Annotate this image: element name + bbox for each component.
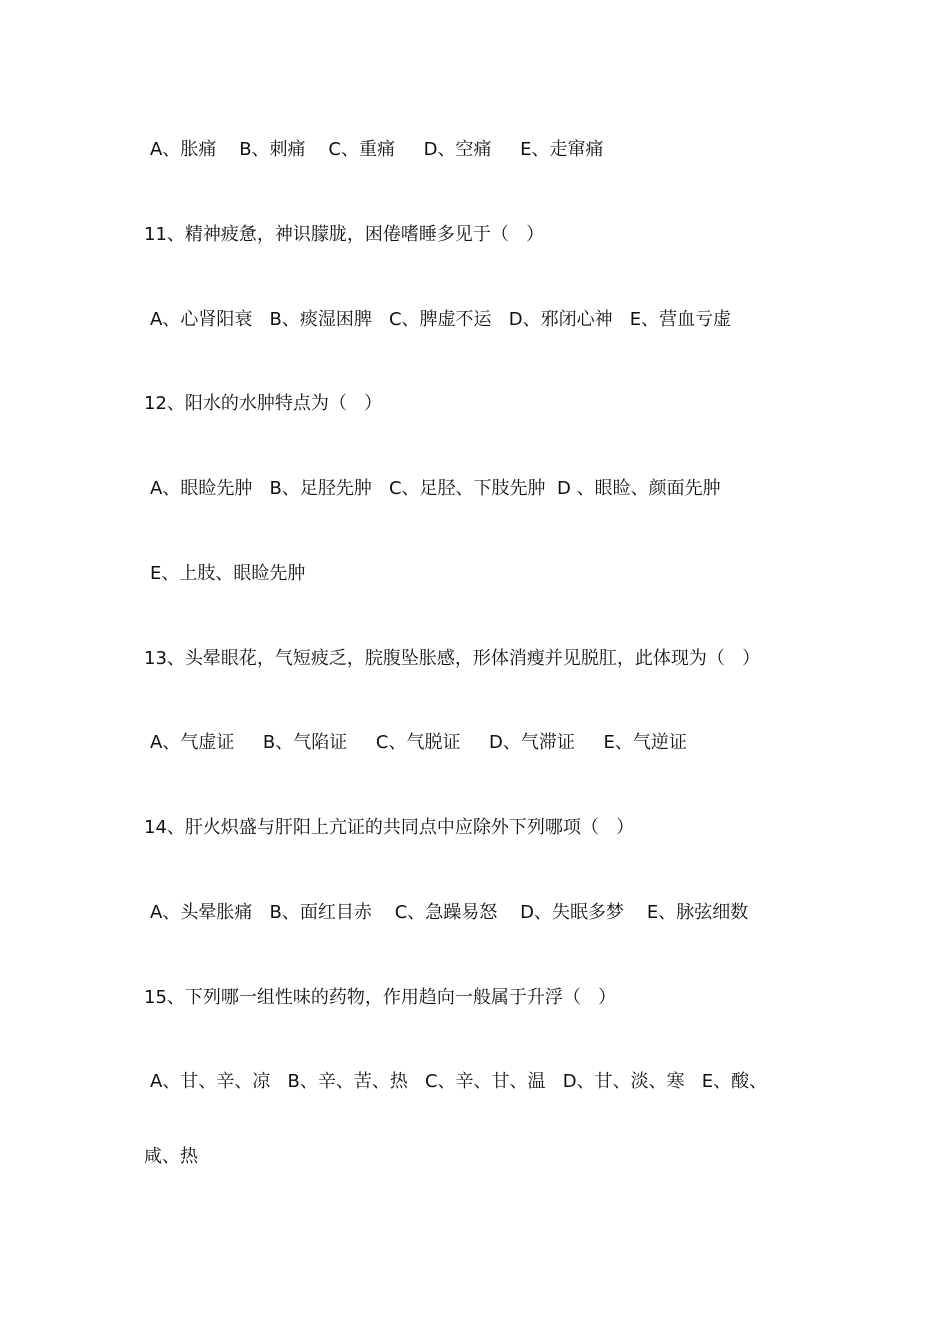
- q15-options: A、甘、辛、凉 B、辛、苦、热 C、辛、甘、温 D、甘、淡、寒 E、酸、: [150, 1071, 768, 1092]
- q13-question: 13、头晕眼花，气短疲乏，脘腹坠胀感，形体消瘦并见脱肛，此体现为（ ）: [144, 648, 761, 669]
- q12-question: 12、阳水的水肿特点为（ ）: [144, 393, 383, 414]
- q12-options: A、眼睑先肿 B、足胫先肿 C、足胫、下肢先肿 D 、眼睑、颜面先肿: [150, 478, 721, 499]
- q12-options-cont: E、上肢、眼睑先肿: [150, 563, 306, 584]
- q11-options: A、心肾阳衰 B、痰湿困脾 C、脾虚不运 D、邪闭心神 E、营血亏虚: [150, 309, 732, 330]
- q10-options: A、胀痛 B、刺痛 C、重痛 D、空痛 E、走窜痛: [150, 139, 604, 160]
- q13-options: A、气虚证 B、气陷证 C、气脱证 D、气滞证 E、气逆证: [150, 732, 687, 753]
- q14-options: A、头晕胀痛 B、面红目赤 C、急躁易怒 D、失眠多梦 E、脉弦细数: [150, 902, 749, 923]
- q14-question: 14、肝火炽盛与肝阳上亢证的共同点中应除外下列哪项（ ）: [144, 817, 635, 838]
- q15-options-cont: 咸、热: [144, 1146, 198, 1167]
- q11-question: 11、精神疲惫，神识朦胧，困倦嗜睡多见于（ ）: [144, 224, 545, 245]
- q15-question: 15、下列哪一组性味的药物，作用趋向一般属于升浮（ ）: [144, 987, 617, 1008]
